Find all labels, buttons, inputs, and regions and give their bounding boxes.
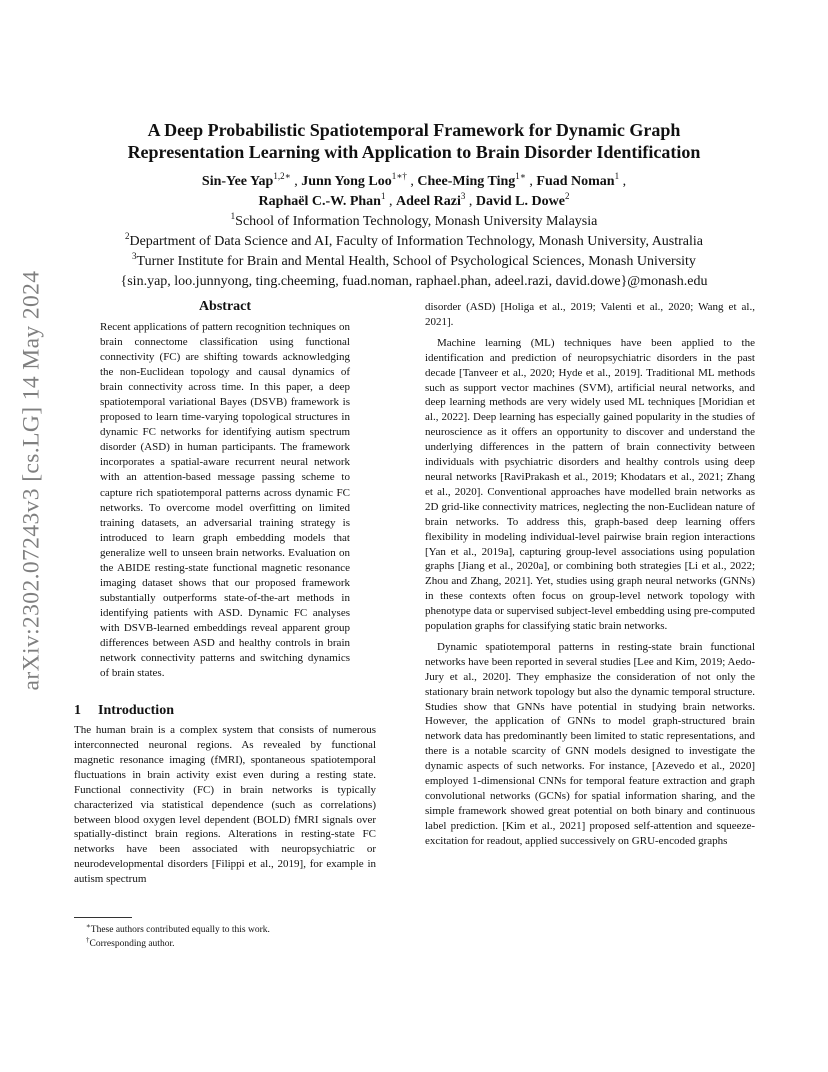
affiliation-2 — [70, 232, 758, 252]
paragraph-dynamic-patterns: Dynamic spatiotemporal patterns in resting-state brain functional networks have been reported in several studies [Lee and Kim, 2019; Aedo-Jury et al., 2020]. They emphasize the consideration of not only the stationary brain network topology but also the dynamic temporal structure. Studies show that GNNs have potential in studying brain networks. However, the application of GNNs to model graph-structured brain network data has predominantly been limited to static representations, and there is a notable scarcity of GNN models designed to investigate the dynamic aspects of such networks. For instance, [Azevedo et al., 2020] employed 1-dimensional CNNs for temporal feature extraction and graph convolutional networks (GCNs) for spatial information sharing, and the simple framework showed great potential on both binary and continuous label prediction. [Kim et al., 2021] proposed self-attention and squeeze-excitation for readout, applied successively on GRU-encoded graphs — [425, 640, 755, 847]
footnote-mark: ∗ — [86, 922, 91, 930]
affiliation-mark: 2 — [124, 231, 130, 241]
paper-title — [70, 119, 758, 163]
title-line-2: Representation Learning with Application to Brain Disorder Identification — [127, 142, 701, 162]
author-mark: 1∗ — [515, 171, 526, 181]
section-title: Introduction — [98, 703, 174, 719]
author-name: Adeel Razi — [395, 194, 461, 209]
affiliation-text: School of Information Technology, Monash University Malaysia — [235, 214, 598, 229]
intro-paragraph-1: The human brain is a complex system that consists of numerous interconnected neuronal regions. As revealed by functional magnetic resonance imaging (fMRI), spontaneous spatiotemporal fluctuations in brain activity exist even during a resting state. Functional connectivity (FC) in brain networks is typically characterized via statistical dependence (such as correlations) between blood oxygen level dependent (BOLD) fMRI signals over spatially-distinct brain regions. Alterations in resting-state FC networks have been associated with neuropsychiatric or neurodevelopmental disorders [Filippi et al., 2019], for example in autism spectrum — [74, 724, 376, 886]
affiliation-mark: 3 — [132, 251, 137, 261]
author-mark: 1 — [380, 191, 386, 201]
author-line-1: Sin-Yee Yap$^{1,2∗}$ , Junn Yong Loo$^{1∗\dagger}$ , Chee-Ming Ting$^{1∗}$ , Fuad Noman$^1$ , — [201, 171, 627, 189]
author-mark: 1∗† — [391, 171, 407, 181]
paragraph-ml-techniques: Machine learning (ML) techniques have been applied to the identification and prediction of neuropsychiatric disorders in the past decade [Tanveer et al., 2020; Hyde et al., 2019]. Traditional ML methods such as support vector machines (SVM), artificial neural networks, and deep learning methods are very widely used ML techniques [Moridian et al., 2022]. Deep learning has especially gained popularity in the studies of neuroscience as it offers an opportunity to discover and understand the underlying differences in the pattern of brain connectivity between individuals with psychiatric disorders and healthy controls using deep neural networks [RaviPrakash et al., 2019; Khodatars et al., 2021; Zhang et al., 2020]. Conventional approaches have modelled brain networks as 2D grid-like connectivity matrices, neglecting the non-Euclidean nature of brain networks. To address this, graph-based deep learning offers flexibility in modeling individual-level pairwise brain region interactions [Yan et al., 2019a], capturing group-level associations using population graphs [Jiang et al., 2020a], or combining both strategies [Li et al., 2022; Zhou and Zhang, 2021]. Yet, studies using graph neural networks (GNNs) in these contexts often focus on group-level network topology with phenotype data or supervised subject-level embedding using pre-computed population graphs for classifying static brain networks. — [425, 336, 755, 633]
section-number: 1 — [74, 703, 81, 719]
footnote-text: Corresponding author. — [89, 938, 175, 949]
abstract-text: Recent applications of pattern recognition techniques on brain connectome classification using functional connectivity (FC) are shifting towards acknowledging the non-Euclidean topology and causal dynamics of brain connectivity across time. In this paper, a deep spatiotemporal variational Bayes (DSVB) framework is proposed to learn time-varying topological structures in dynamic FC networks for identifying autism spectrum disorder (ASD) in human participants. The framework incorporates a spatial-aware recurrent neural network with an attention-based message passing scheme to capture rich spatiotemporal patterns across dynamic FC networks. To overcome model overfitting on limited training datasets, an adversarial training strategy is introduced to learn graph embedding models that generalize well to unseen brain networks. Evaluation on the ABIDE resting-state functional magnetic resonance imaging dataset shows that our proposed framework substantially outperforms state-of-the-art methods in identifying patients with ASD. Dynamic FC analyses with DSVB-learned embeddings reveal apparent group differences between ASD and healthy controls in brain network connectivity patterns and switching dynamics of brain states. — [100, 321, 350, 680]
author-name: Chee-Ming Ting — [417, 174, 516, 189]
right-column — [425, 300, 755, 849]
footnotes — [74, 917, 376, 951]
footnote-rule — [74, 917, 132, 918]
left-column — [74, 298, 376, 887]
affiliation-3 — [70, 252, 758, 272]
section-heading-introduction — [74, 702, 376, 720]
affiliation-text: Department of Data Science and AI, Faculty of Information Technology, Monash University, Australia — [129, 234, 704, 249]
author-line-2: Raphaël C.-W. Phan$^1$ , Adeel Razi$^3$ , David L. Dowe$^2$ — [258, 191, 570, 209]
author-block — [70, 172, 758, 292]
footnote-text: These authors contributed equally to this work. — [90, 925, 270, 935]
author-mark: 2 — [564, 191, 570, 201]
affiliation-text: Turner Institute for Brain and Mental Health, School of Psychological Sciences, Monash University — [136, 254, 696, 269]
footnote-mark: † — [86, 935, 90, 944]
author-name: David L. Dowe — [475, 194, 565, 209]
author-mark: 1 — [614, 171, 620, 181]
author-name: Fuad Noman — [536, 174, 615, 189]
author-name: Sin-Yee Yap — [201, 174, 274, 189]
abstract-heading: Abstract — [198, 299, 252, 314]
affiliation-1 — [70, 212, 758, 232]
author-mark: 1,2∗ — [273, 171, 291, 181]
footnote-equal-contribution — [74, 924, 376, 938]
footnote-corresponding-author — [74, 935, 376, 952]
author-name: Junn Yong Loo — [301, 174, 392, 189]
author-mark: 3 — [460, 191, 466, 201]
author-emails: {sin.yap, loo.junnyong, ting.cheeming, fuad.noman, raphael.phan, adeel.razi, david.dowe}@monash.edu — [120, 274, 708, 289]
affiliation-mark: 1 — [230, 211, 236, 221]
title-line-1: A Deep Probabilistic Spatiotemporal Framework for Dynamic Graph — [147, 120, 681, 140]
arxiv-stamp — [14, 270, 50, 690]
paragraph-continued: disorder (ASD) [Holiga et al., 2019; Valenti et al., 2020; Wang et al., 2021]. — [425, 301, 755, 328]
author-name: Raphaël C.-W. Phan — [258, 194, 381, 209]
arxiv-id: arXiv:2302.07243v3 [cs.LG] 14 May 2024 — [18, 270, 45, 690]
